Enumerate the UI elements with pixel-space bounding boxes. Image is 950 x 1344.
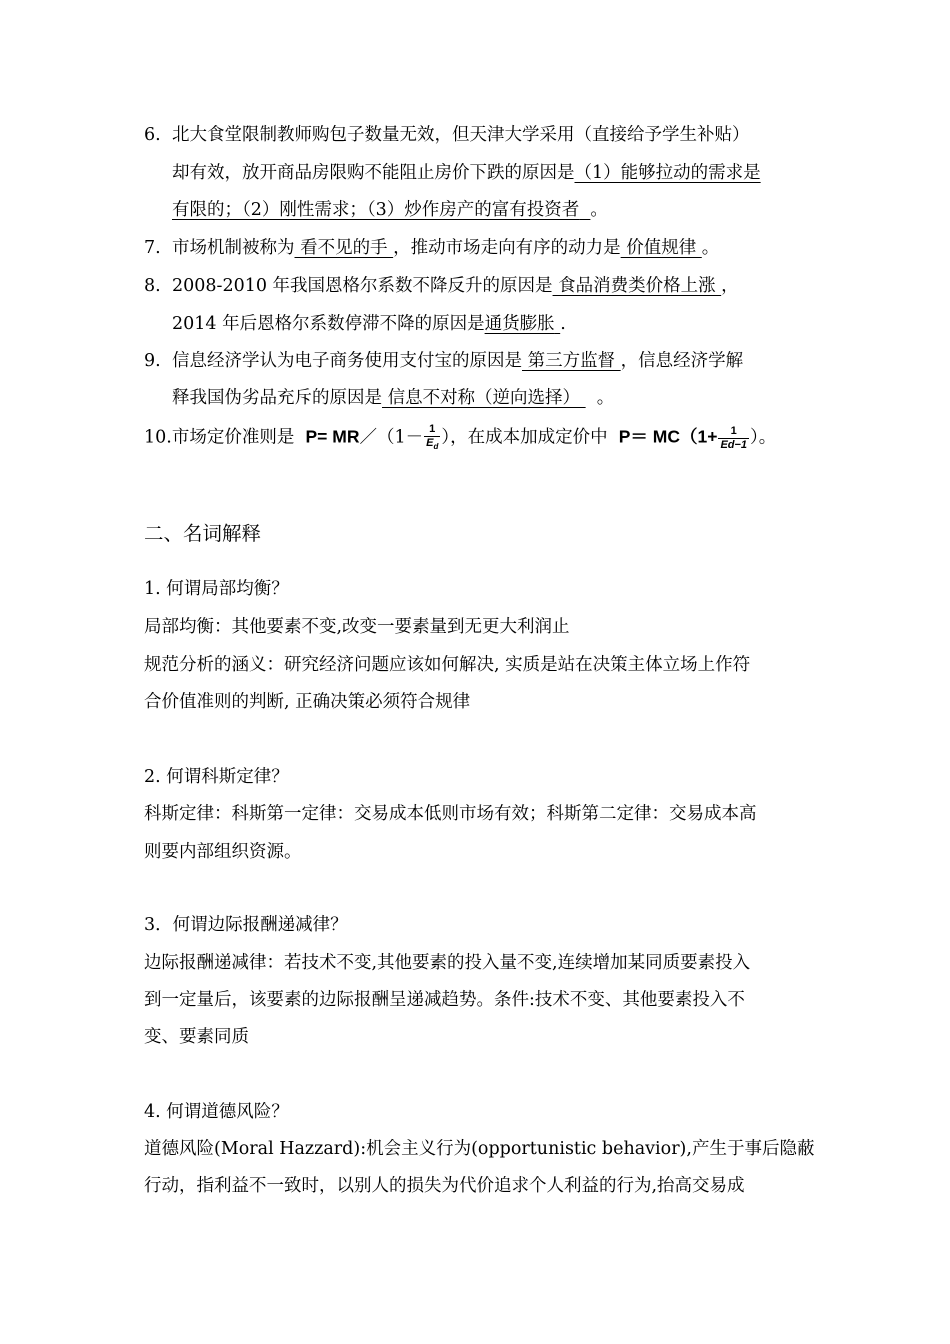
item-number: 8. [144, 276, 161, 296]
answer-blank-padding [579, 200, 590, 220]
item-text: 北大食堂限制教师购包子数量无效，但天津大学采用（直接给予学生补贴） [172, 125, 750, 145]
item-8-line-2 [172, 310, 566, 335]
item-6-line-1 [144, 121, 750, 146]
fraction-denominator-base: E [426, 437, 434, 449]
definition-line: 合价值准则的判断, 正确决策必须符合规律 [144, 692, 471, 712]
section-heading: 二、名词解释 [144, 522, 262, 545]
fraction-numerator: 1 [718, 425, 749, 439]
item-text: 2014 年后恩格尔系数停滞不降的原因是 [172, 314, 485, 334]
item-text: 信息经济学认为电子商务使用支付宝的原因是 [172, 351, 522, 371]
fraction-denominator-subscript: d [433, 442, 439, 452]
question-1: 1. 何谓局部均衡？ [144, 579, 289, 599]
definition-line: 道德风险(Moral Hazzard):机会主义行为(opportunistic behavior),产生于事后隐蔽 [144, 1139, 815, 1159]
item-number: 9. [144, 351, 161, 371]
fraction-1-over-ed [424, 423, 440, 453]
item-9-line-1 [144, 347, 743, 372]
definition-line: 规范分析的涵义：研究经济问题应该如何解决, 实质是站在决策主体立场上作符 [144, 655, 751, 675]
formula-text: ），在成本加成定价中 [441, 427, 608, 448]
pricing-formula: P= MR [305, 426, 360, 447]
definition-line: 变、要素同质 [144, 1027, 249, 1047]
definition-line: 局部均衡：其他要素不变,改变一要素量到无更大利润止 [144, 617, 570, 637]
definition-line: 则要内部组织资源。 [144, 842, 302, 862]
item-text: 却有效，放开商品房限购不能阻止房价下跌的原因是 [172, 163, 575, 183]
item-text: 市场定价准则是 [171, 427, 295, 448]
question-2: 2. 何谓科斯定律？ [144, 767, 289, 787]
answer-blank: （1）能够拉动的需求是 [574, 163, 761, 183]
definition-line: 到一定量后，该要素的边际报酬呈递减趋势。条件:技术不变、其他要素投入不 [144, 990, 745, 1010]
item-text: ，推动市场走向有序的动力是 [393, 238, 621, 258]
question-4: 4. 何谓道德风险？ [144, 1102, 289, 1122]
item-number: 7. [144, 238, 161, 258]
item-text: ，信息经济学解 [620, 351, 744, 371]
item-6-line-3 [172, 196, 608, 221]
item-8-line-1 [144, 272, 739, 297]
item-7-line-1 [144, 234, 719, 259]
item-text: 市场机制被称为 [172, 238, 295, 258]
item-10-line-1 [144, 423, 776, 453]
fraction-denominator: Ed−1 [720, 438, 748, 451]
definition-line: 边际报酬递减律：若技术不变,其他要素的投入量不变,连续增加某同质要素投入 [144, 953, 751, 973]
item-text: 2008-2010 年我国恩格尔系数不降反升的原因是 [172, 276, 553, 296]
item-text: 。 [596, 388, 615, 408]
answer-blank: 食品消费类价格上涨 [552, 276, 722, 296]
item-number: 10. [144, 427, 172, 448]
question-3: 3．何谓边际报酬递减律？ [144, 915, 348, 935]
fraction-1-over-ed-minus-1 [718, 425, 749, 452]
answer-blank: 通货膨胀 [484, 314, 555, 334]
item-text: 释我国伪劣品充斥的原因是 [172, 388, 382, 408]
definition-line: 行动，指利益不一致时，以别人的损失为代价追求个人利益的行为,抬高交易成 [144, 1176, 745, 1196]
fraction-numerator: 1 [424, 423, 440, 437]
item-6-line-2 [172, 159, 761, 184]
answer-blank: 第三方监督 [522, 351, 621, 371]
answer-blank: 看不见的手 [294, 238, 394, 258]
item-text: ， [721, 276, 739, 296]
fraction-denominator [424, 437, 440, 453]
markup-formula: P＝ MC（1+ [618, 426, 718, 447]
formula-text: ）。 [750, 427, 777, 448]
item-text: 。 [701, 238, 720, 258]
item-9-line-2 [172, 384, 614, 409]
item-text: 。 [590, 200, 608, 220]
definition-line: 科斯定律：科斯第一定律：交易成本低则市场有效；科斯第二定律：交易成本高 [144, 804, 757, 824]
answer-blank: 价值规律 [620, 238, 702, 258]
item-text: . [560, 314, 566, 334]
item-number: 6. [144, 125, 161, 145]
answer-blank: 有限的；（2）刚性需求；（3）炒作房产的富有投资者 [172, 200, 580, 220]
answer-blank: 信息不对称（逆向选择） [382, 388, 586, 408]
formula-text: ／（1－ [359, 427, 424, 448]
